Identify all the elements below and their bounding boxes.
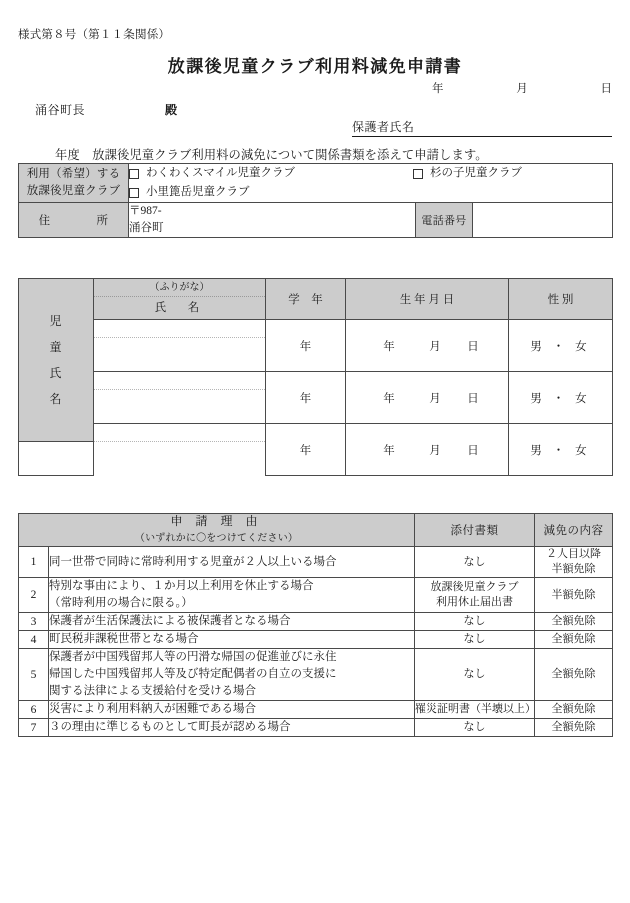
- reason-text-line: 災害により利用料納入が困難である場合: [49, 703, 256, 715]
- reason-text-cell[interactable]: [49, 547, 415, 578]
- birth-year-label: 年: [383, 444, 395, 457]
- birth-day-label: 日: [467, 392, 479, 405]
- reason-reduction-cell: [535, 613, 613, 631]
- address-label-2: 所: [96, 215, 109, 227]
- reason-number: 7: [19, 719, 49, 737]
- reason-text-cell[interactable]: [49, 701, 415, 719]
- reduction-line: 全額免除: [551, 721, 596, 733]
- reason-number: 4: [19, 631, 49, 649]
- checkbox-icon[interactable]: [129, 188, 139, 198]
- table-row[interactable]: [19, 631, 613, 649]
- club-label-cell: [19, 164, 129, 203]
- reason-text-line: 保護者が生活保護法による被保護者となる場合: [49, 615, 291, 627]
- grade-unit-label: 年: [299, 392, 312, 405]
- column-header-name: 氏 名: [94, 297, 266, 320]
- reason-header-main: 申 請 理 由: [170, 514, 263, 528]
- column-header-grade: 学 年: [266, 279, 346, 320]
- reasons-table: [18, 513, 613, 737]
- reason-column-header: [19, 514, 415, 547]
- club-options-row-1: [129, 164, 612, 183]
- birth-year-label: 年: [383, 392, 395, 405]
- addressee: 涌谷町長: [35, 103, 86, 117]
- checkbox-icon[interactable]: [129, 169, 139, 179]
- birth-day-label: 日: [467, 340, 479, 353]
- reason-text-cell[interactable]: [49, 631, 415, 649]
- documents-line: なし: [463, 615, 486, 627]
- reason-number: 5: [19, 649, 49, 701]
- table-row[interactable]: [19, 719, 613, 737]
- address-input-cell[interactable]: [129, 203, 416, 238]
- addressee-honorific: 殿: [165, 103, 178, 117]
- table-header-row: [19, 514, 613, 547]
- club-option-osato[interactable]: [129, 183, 250, 202]
- club-option-suginoko[interactable]: [413, 164, 522, 183]
- reason-number: 6: [19, 701, 49, 719]
- reason-reduction-cell: [535, 649, 613, 701]
- page-title: 放課後児童クラブ利用料減免申請書: [167, 57, 463, 76]
- telephone-input-cell[interactable]: [473, 203, 613, 238]
- reduction-line: 全額免除: [551, 615, 596, 627]
- table-row[interactable]: [19, 578, 613, 613]
- reduction-line: 半額免除: [551, 588, 596, 601]
- reason-reduction-cell: [535, 701, 613, 719]
- reason-documents-cell: [415, 631, 535, 649]
- children-row-label-char: 氏: [49, 366, 63, 380]
- telephone-label: 電話番号: [421, 215, 467, 227]
- reason-text-line: 帰国した中国残留邦人等及び特定配偶者の自立の支援に: [49, 668, 337, 680]
- birth-year-label: 年: [383, 340, 395, 353]
- guardian-name-label: 保護者氏名: [352, 118, 415, 137]
- checkbox-icon[interactable]: [413, 169, 423, 179]
- reason-number: 1: [19, 547, 49, 578]
- table-row: [19, 320, 613, 338]
- child-name-input[interactable]: [94, 390, 266, 424]
- reduction-line: 全額免除: [551, 633, 596, 645]
- reason-documents-cell: [415, 613, 535, 631]
- intro-statement: 年度 放課後児童クラブ利用料の減免について関係書類を添えて申請します。: [55, 148, 488, 162]
- child-grade-cell[interactable]: [266, 320, 346, 372]
- guardian-name-row: [352, 118, 612, 137]
- reason-text-line: 特別な事由により、１か月以上利用を休止する場合: [49, 580, 314, 592]
- date-year-label: 年: [432, 83, 444, 95]
- documents-line: なし: [463, 633, 486, 645]
- reduction-line: 全額免除: [551, 703, 596, 715]
- child-birthdate-cell[interactable]: [346, 320, 509, 372]
- children-row-label-char: 児: [49, 314, 63, 328]
- child-gender-cell[interactable]: 男 ・ 女: [509, 424, 613, 476]
- date-month-label: 月: [516, 83, 528, 95]
- child-furigana-input[interactable]: [94, 372, 266, 390]
- children-row-label-char: 童: [49, 340, 63, 354]
- telephone-label-cell: [416, 203, 473, 238]
- child-grade-cell[interactable]: [266, 372, 346, 424]
- reason-header-sub: （いずれかに〇をつけてください）: [134, 533, 299, 544]
- reason-documents-cell: [415, 701, 535, 719]
- reason-number: 3: [19, 613, 49, 631]
- table-row: [19, 372, 613, 390]
- grade-unit-label: 年: [299, 340, 312, 353]
- documents-line: なし: [463, 668, 486, 680]
- reason-text-line: 町民税非課税世帯となる場合: [49, 633, 199, 645]
- documents-line: 罹災証明書（半壊以上）: [415, 703, 537, 715]
- club-option-label: わくわくスマイル児童クラブ: [146, 167, 296, 179]
- column-header-birthdate: 生 年 月 日: [346, 279, 509, 320]
- child-furigana-input[interactable]: [94, 320, 266, 338]
- reason-reduction-cell: [535, 578, 613, 613]
- date-day-label: 日: [600, 83, 612, 95]
- reason-text-cell[interactable]: [49, 719, 415, 737]
- child-birthdate-cell[interactable]: [346, 372, 509, 424]
- child-birthdate-cell[interactable]: [346, 424, 509, 476]
- reason-documents-cell: [415, 578, 535, 613]
- documents-line: なし: [463, 555, 486, 568]
- club-option-label: 杉の子児童クラブ: [430, 167, 523, 179]
- child-gender-cell[interactable]: 男 ・ 女: [509, 372, 613, 424]
- table-header-row: [19, 279, 613, 297]
- birth-month-label: 月: [429, 444, 441, 457]
- reason-text-cell[interactable]: [49, 649, 415, 701]
- postal-code: 〒987-: [129, 205, 162, 217]
- grade-unit-label: 年: [299, 444, 312, 457]
- table-row: [19, 203, 613, 238]
- club-options-cell: [129, 164, 613, 203]
- guardian-name-input[interactable]: [415, 122, 612, 137]
- reason-text-line: 保護者が中国残留邦人等の円滑な帰国の促進並びに永住: [49, 651, 337, 663]
- documents-column-header: 添付書類: [415, 514, 535, 547]
- reason-reduction-cell: [535, 631, 613, 649]
- table-row[interactable]: [19, 701, 613, 719]
- birth-day-label: 日: [467, 444, 479, 457]
- birth-month-label: 月: [429, 392, 441, 405]
- child-name-input[interactable]: [94, 338, 266, 372]
- reason-documents-cell: [415, 649, 535, 701]
- children-row-label-cell: [19, 279, 94, 442]
- documents-line: なし: [463, 721, 486, 733]
- reason-number: 2: [19, 578, 49, 613]
- child-name-input[interactable]: [19, 442, 94, 476]
- address-label-cell: [19, 203, 129, 238]
- reason-text-cell[interactable]: [49, 578, 415, 613]
- reduction-column-header: 減免の内容: [535, 514, 613, 547]
- club-label-line1: 利用（希望）する: [26, 168, 121, 180]
- address-label-1: 住: [38, 215, 51, 227]
- documents-line: 利用休止届出書: [436, 596, 514, 608]
- child-furigana-input[interactable]: [94, 424, 266, 442]
- reason-text-line: ３の理由に準じるものとして町長が認める場合: [49, 721, 291, 733]
- club-label-line2: 放課後児童クラブ: [26, 185, 121, 197]
- column-header-gender: 性 別: [509, 279, 613, 320]
- club-option-wakuwaku[interactable]: [129, 164, 295, 183]
- children-table: [18, 278, 613, 476]
- children-row-label-char: 名: [49, 392, 63, 406]
- reason-documents-cell: [415, 719, 535, 737]
- reason-documents-cell: [415, 547, 535, 578]
- column-header-furigana: （ふりがな）: [94, 279, 266, 297]
- club-options-row-2: [129, 183, 612, 202]
- table-row: [19, 164, 613, 203]
- reason-text-line: （常時利用の場合に限る。）: [49, 597, 193, 609]
- child-gender-cell[interactable]: 男 ・ 女: [509, 320, 613, 372]
- reason-text-line: 関する法律による支援給付を受ける場合: [49, 685, 256, 697]
- table-row[interactable]: [19, 547, 613, 578]
- table-row[interactable]: [19, 649, 613, 701]
- reason-reduction-cell: [535, 547, 613, 578]
- reduction-line: 全額免除: [551, 668, 596, 680]
- birth-month-label: 月: [429, 340, 441, 353]
- club-and-address-table: [18, 163, 613, 238]
- documents-line: 放課後児童クラブ: [430, 581, 519, 593]
- form-number: 様式第８号（第１１条関係）: [18, 29, 171, 41]
- reason-reduction-cell: [535, 719, 613, 737]
- address-town: 涌谷町: [129, 222, 164, 234]
- child-grade-cell[interactable]: [266, 424, 346, 476]
- table-row[interactable]: [19, 613, 613, 631]
- reduction-line: 半額免除: [551, 563, 596, 575]
- club-option-label: 小里篦岳児童クラブ: [146, 186, 250, 198]
- table-row: [19, 424, 613, 442]
- reason-text-line: 同一世帯で同時に常時利用する児童が２人以上いる場合: [49, 555, 337, 568]
- reduction-line: ２人目以降: [546, 548, 602, 560]
- reason-text-cell[interactable]: [49, 613, 415, 631]
